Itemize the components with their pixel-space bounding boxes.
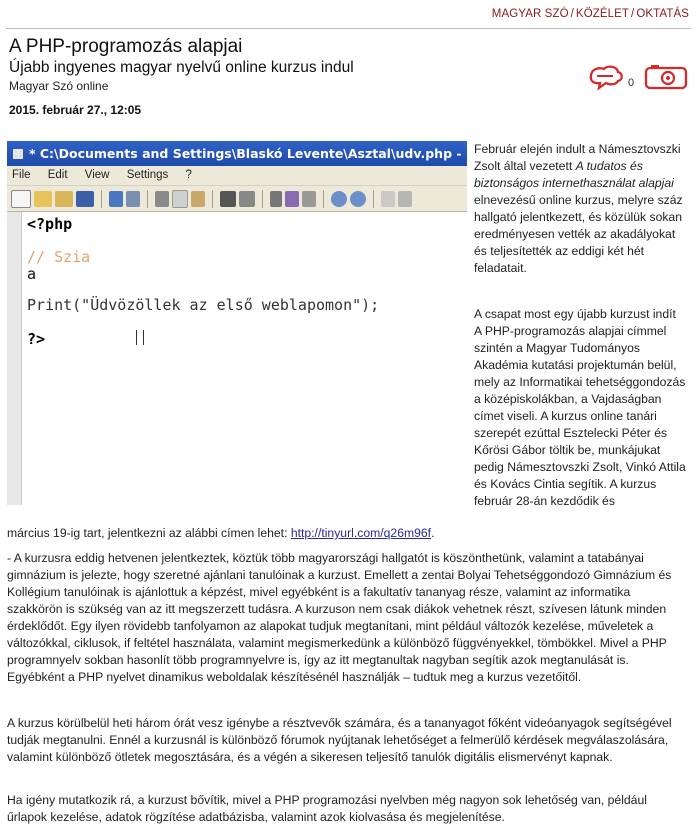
breadcrumb-item-kozelet[interactable]: KÖZÉLET	[575, 8, 630, 20]
toolbar-separator	[101, 190, 102, 208]
paragraph-text: A kurzus körülbelül heti három órát vesz igénybe a résztvevők számára, és a tananyagot főként videóanyagok segítségével tudják megtanulni. Ennél a kurzusnál is különböző fórumok nyújtanak lehetőséget a felmerülő kérdések megválaszolására, valamint különböző ötletek megosztására, és a végén a sikeresen teljesítő tanulók digitális elismervényt kapnak.	[7, 716, 672, 764]
paragraph-text: - A kurzusra eddig hetvenen jelentkeztek, köztük több magyarországi hallgatót is köszönthetünk, valamint a tatabányai gimnázium is jelezte, hogy szeretné ajánlani tanulóinak a kurzust. Emellett a zentai Bolyai Tehetséggondozó Gimnázium és Kollégium tanulóinak is ajánlottuk a képzést, mivel egyébként is a fakultatív tananyag része, valamint az informatika szakkörön is szükség van az itt megszerzett tudásra. A kurzuson nem csak diákok vehetnek részt, szívesen látunk minden érdeklődőt. Egy ilyen rövidebb tanfolyamon az alapokat tudjuk megtanítani, mint például változók kezelése, műveletek a változókkal, ciklusok, if feltétel használata, valamint megismerkedünk a különböző függvényekkel, tömbökkel. Mivel a PHP programnyelv sokban hasonlít több programnyelvre is, így az itt megtanultak nagyban segítik azok megtanulását is. Egyébként a PHP nyelvet dinamikus weboldalak készítésénél használják – tudtuk meg a kurzus vezetőitől.	[7, 551, 672, 684]
paragraph-text: Ha igény mutatkozik rá, a kurzust bővítik, mivel a PHP programozási nyelvben még nagyon sok lehetőség van, például űrlapok kezelése, adatok rögzítése adatbázisba, valamint azok kiolvasása és megjelenítése.	[7, 793, 647, 824]
toolbar-separator	[323, 190, 324, 208]
paragraph-text: A csapat most egy újabb kurzust indít A PHP-programozás alapjai címmel szintén a Magyar Tudományos Akadémia kutatási projektumán belül, mely az Informatikai tehetséggondozás a középiskolákban, a Vajdaságban címet viseli. A kurzus online tanári szerepét ezúttal Esztelecki Péter és Kőrösi Gábor töltik be, munkájukat pedig Námesztovszki Zsolt, Vinkó Attila és Kovács Cintia segítik. A kurzus február 28-án kezdődik és	[474, 307, 686, 508]
paragraph-text: Február elején indult a Námesztovszki Zsolt által vezetett	[474, 142, 681, 173]
format-icon	[270, 191, 282, 207]
menu-bar	[7, 166, 467, 186]
code-line: // Szia	[27, 248, 91, 266]
toolbar-separator	[373, 190, 374, 208]
cut-icon	[155, 191, 169, 207]
code-line: a	[27, 265, 37, 283]
open-folder-icon	[34, 191, 52, 207]
sync-icon	[398, 191, 412, 207]
article-paragraph	[7, 792, 687, 826]
menu-edit: Edit	[47, 169, 68, 181]
course-title: A tudatos és biztonságos internethasználat alapjai	[474, 159, 674, 190]
toolbar-separator	[147, 190, 148, 208]
undo-icon	[109, 191, 123, 207]
app-icon	[13, 149, 23, 159]
code-line: <?php	[27, 215, 73, 233]
indent-icon	[302, 191, 316, 207]
article-date: 2015. február 27., 12:05	[9, 103, 142, 117]
article-source: Magyar Szó online	[9, 79, 109, 93]
save-icon	[76, 191, 94, 207]
text-cursor-icon	[136, 330, 144, 345]
paragraph-text: március 19-ig tart, jelentkezni az alábbi címen lehet:	[7, 526, 291, 540]
article-paragraph	[7, 525, 687, 542]
code-line: Print("Üdvözöllek az első weblapomon");	[27, 296, 380, 314]
window-title-bar	[7, 141, 547, 166]
article-paragraph	[7, 715, 687, 766]
menu-view: View	[84, 169, 110, 181]
comment-count: 0	[628, 77, 635, 89]
menu-settings: Settings	[126, 169, 169, 181]
divider	[6, 28, 691, 29]
paste-icon	[191, 191, 205, 207]
toolbar	[7, 186, 467, 212]
toolbar-separator	[262, 190, 263, 208]
registration-link[interactable]: http://tinyurl.com/q26m96f	[290, 526, 432, 540]
article-paragraph	[7, 550, 687, 686]
menu-file: File	[12, 169, 31, 181]
breadcrumb	[492, 8, 689, 20]
replace-icon	[239, 191, 255, 207]
article-paragraph	[474, 141, 686, 277]
toolbar-separator	[212, 190, 213, 208]
paragraph-text: elnevezésű online kurzus, melyre száz hallgató jelentkezett, és közülük sokan eredményesen vették az akadályokat és teljesítették az eddigi két hét feladatait.	[474, 193, 683, 275]
comment-icon[interactable]	[587, 64, 625, 90]
article-subtitle: Újabb ingyenes magyar nyelvű online kurzus indul	[9, 59, 354, 76]
open-folder-icon	[55, 191, 73, 207]
redo-icon	[126, 191, 140, 207]
page-title: A PHP-programozás alapjai	[9, 36, 243, 57]
wrap-icon	[285, 191, 299, 207]
menu-help: ?	[185, 169, 192, 181]
article-image	[7, 141, 547, 505]
breadcrumb-separator: /	[631, 8, 635, 20]
camera-icon[interactable]	[644, 64, 688, 90]
zoom-out-icon	[350, 191, 366, 207]
article-paragraph	[474, 306, 686, 510]
zoom-in-icon	[331, 191, 347, 207]
breadcrumb-item-oktatas[interactable]: OKTATÁS	[636, 8, 689, 20]
code-editor	[7, 212, 467, 505]
new-file-icon	[11, 190, 31, 208]
breadcrumb-item-magyar-szo[interactable]: MAGYAR SZÓ	[491, 8, 569, 20]
breadcrumb-separator: /	[570, 8, 574, 20]
copy-icon	[172, 190, 188, 208]
find-icon	[220, 191, 236, 207]
paragraph-text: .	[431, 526, 435, 540]
editor-gutter	[7, 212, 22, 505]
window-title: * C:\Documents and Settings\Blaskó Levente\Asztal\udv.php - Notepad++	[29, 146, 547, 161]
sync-icon	[381, 191, 395, 207]
code-line: ?>	[27, 330, 46, 348]
